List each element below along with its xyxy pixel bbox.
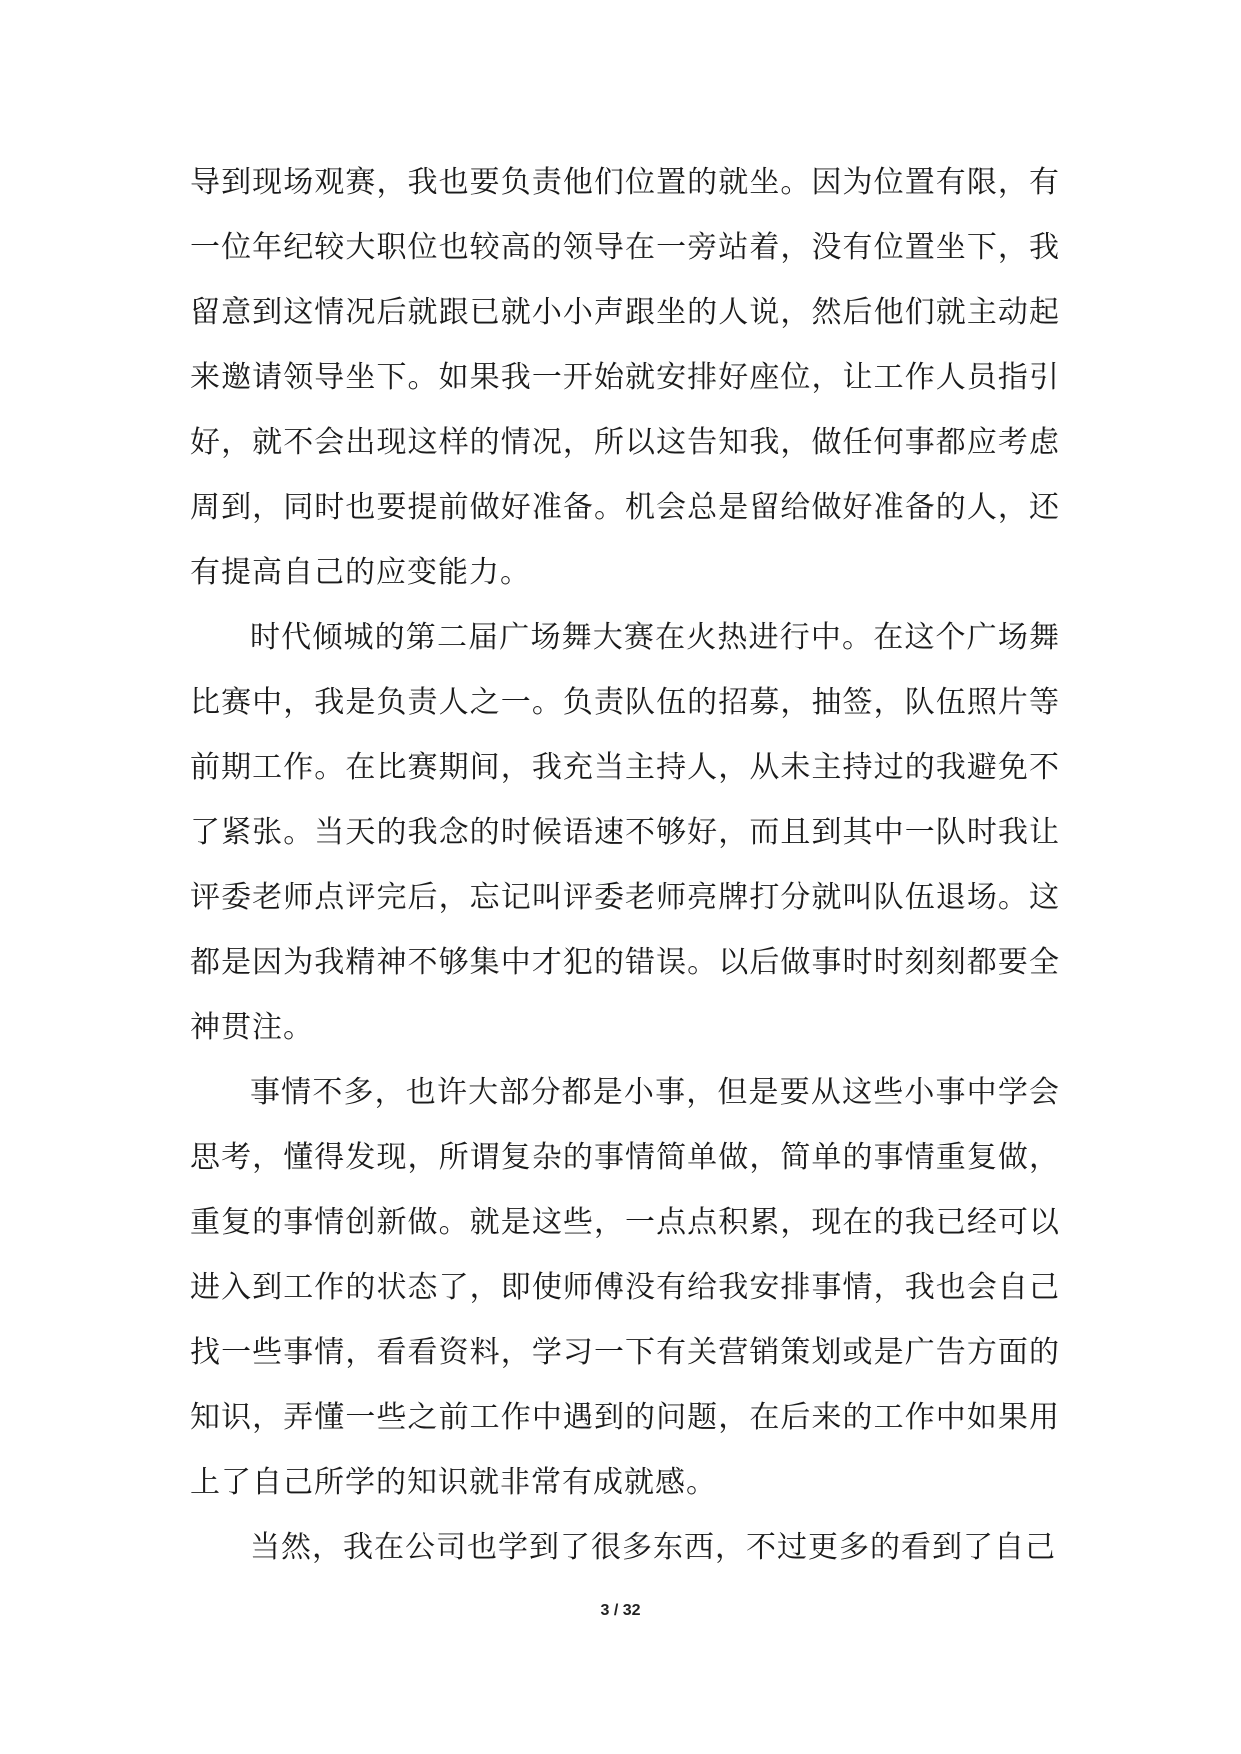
text-line: 神贯注。 [190,1010,314,1045]
text-line: 都是因为我精神不够集中才犯的错误。以后做事时时刻刻都要全 [190,945,1060,980]
text-line: 重复的事情创新做。就是这些，一点点积累，现在的我已经可以 [190,1205,1060,1240]
paragraph [190,1515,1060,1580]
paragraph [190,1060,1060,1515]
document-body [190,150,1060,1580]
text-line: 上了自己所学的知识就非常有成就感。 [190,1465,717,1500]
page-number: 3 / 32 [600,1602,641,1619]
text-line: 前期工作。在比赛期间，我充当主持人，从未主持过的我避免不 [190,750,1060,785]
text-line: 时代倾城的第二届广场舞大赛在火热进行中。在这个广场舞 [250,620,1060,655]
text-line: 导到现场观赛，我也要负责他们位置的就坐。因为位置有限，有 [190,165,1060,200]
text-line: 思考，懂得发现，所谓复杂的事情简单做，简单的事情重复做， [190,1140,1060,1175]
text-line: 比赛中，我是负责人之一。负责队伍的招募，抽签，队伍照片等 [190,685,1060,720]
paragraph [190,605,1060,1060]
text-line: 评委老师点评完后，忘记叫评委老师亮牌打分就叫队伍退场。这 [190,880,1060,915]
text-line: 事情不多，也许大部分都是小事，但是要从这些小事中学会 [250,1075,1060,1110]
text-line: 了紧张。当天的我念的时候语速不够好，而且到其中一队时我让 [190,815,1060,850]
text-line: 找一些事情，看看资料，学习一下有关营销策划或是广告方面的 [190,1335,1060,1370]
text-line: 好，就不会出现这样的情况，所以这告知我，做任何事都应考虑 [190,425,1060,460]
paragraph [190,150,1060,605]
text-line: 有提高自己的应变能力。 [190,555,531,590]
text-line: 当然，我在公司也学到了很多东西，不过更多的看到了自己 [250,1530,1056,1565]
text-line: 来邀请领导坐下。如果我一开始就安排好座位，让工作人员指引 [190,360,1060,395]
text-line: 进入到工作的状态了，即使师傅没有给我安排事情，我也会自己 [190,1270,1060,1305]
text-line: 知识，弄懂一些之前工作中遇到的问题，在后来的工作中如果用 [190,1400,1060,1435]
text-line: 一位年纪较大职位也较高的领导在一旁站着，没有位置坐下，我 [190,230,1060,265]
text-line: 留意到这情况后就跟已就小小声跟坐的人说，然后他们就主动起 [190,295,1060,330]
text-line: 周到，同时也要提前做好准备。机会总是留给做好准备的人，还 [190,490,1060,525]
